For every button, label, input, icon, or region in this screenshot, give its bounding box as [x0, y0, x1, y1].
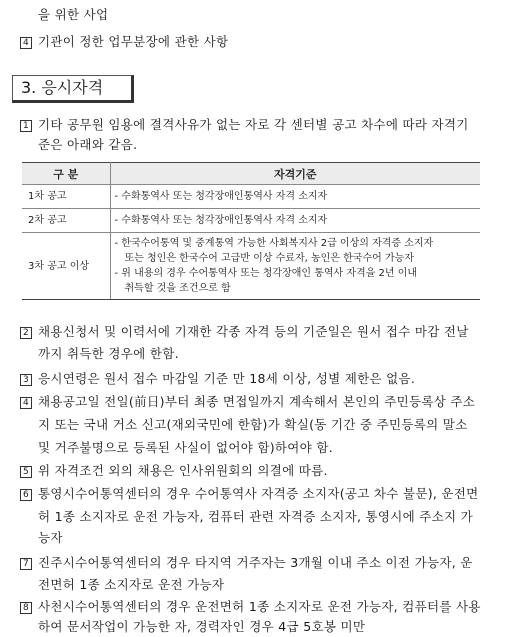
- intro-line-2: 4 기관이 정한 업무분장에 관한 사항: [20, 33, 228, 51]
- item-8-line-2: 하여 문서작업이 가능한 자, 경력자인 경우 4급 5호봉 미만: [38, 619, 366, 634]
- row-criteria: - 한국수어통역 및 중계통역 가능한 사회복지사 2급 이상의 자격증 소지자 또는 청인은 한국수어 고급반 이상 수료자, 농인은 한국수어 가능자 - 위 내용의 경우 수어통역사 또는 청각장애인 통역사 자격을 2년 이내 취득할 것을 조건으로 함: [110, 233, 480, 300]
- intro-line-1: 을 위한 사업: [38, 7, 109, 22]
- item-6-line-3: 능자: [38, 530, 63, 545]
- table-row: [22, 209, 480, 233]
- item-number-box: 8: [20, 602, 32, 614]
- table-row: [22, 233, 480, 300]
- header-division: 구 분: [22, 163, 110, 185]
- item-number-box: 4: [20, 397, 32, 409]
- item-4-line-2: 지 또는 국내 거소 신고(재외국민에 한함)가 확실(동 기간 중 주민등록의 말소: [38, 417, 468, 432]
- row-division: 1차 공고: [22, 185, 110, 209]
- item-7-line-2: 전면허 1종 소지자로 운전 가능자: [38, 577, 225, 592]
- item-8-line-1: 8 사천시수어통역센터의 경우 운전면허 1종 소지자로 운전 가능자, 컴퓨터를 사용: [20, 598, 481, 616]
- item-2-line-1: 2 채용신청서 및 이력서에 기재한 각종 자격 등의 기준일은 원서 접수 마감 전날: [20, 323, 469, 341]
- item-6-line-1: 6 통영시수어통역센터의 경우 수어통역사 자격증 소지자(공고 차수 불문), 운전면: [20, 485, 479, 503]
- item-6-line-2: 허 1종 소지자로 운전 가능자, 컴퓨터 관련 자격증 소지자, 통영시에 주소지 가: [38, 509, 474, 524]
- item-number-box: 7: [20, 558, 32, 570]
- item-1-line-1: 1 기타 공무원 임용에 결격사유가 없는 자로 각 센터별 공고 차수에 따라 자격기: [20, 116, 469, 134]
- item-5-line-1: 5 위 자격조건 외의 채용은 인사위원회의 의결에 따름.: [20, 462, 328, 480]
- table-row: [22, 185, 480, 209]
- item-number-box: 3: [20, 374, 32, 386]
- qualification-table: [22, 162, 480, 300]
- section-title: 3. 응시자격: [12, 75, 134, 103]
- item-number-box: 1: [20, 120, 32, 132]
- row-criteria: - 수화통역사 또는 청각장애인통역사 자격 소지자: [110, 209, 480, 233]
- item-7-line-1: 7 진주시수어통역센터의 경우 타지역 거주자는 3개월 이내 주소 이전 가능자, 운: [20, 554, 473, 572]
- item-4-line-1: 4 채용공고일 전일(前日)부터 최종 면접일까지 계속해서 본인의 주민등록상 주소: [20, 393, 475, 411]
- row-division: 2차 공고: [22, 209, 110, 233]
- table-header-row: [22, 163, 480, 185]
- header-criteria: 자격기준: [110, 163, 480, 185]
- item-number-box: 4: [20, 37, 32, 49]
- item-number-box: 2: [20, 327, 32, 339]
- row-division: 3차 공고 이상: [22, 233, 110, 300]
- item-number-box: 5: [20, 466, 32, 478]
- item-number-box: 6: [20, 489, 32, 501]
- row-criteria: - 수화통역사 또는 청각장애인통역사 자격 소지자: [110, 185, 480, 209]
- item-2-line-2: 까지 취득한 경우에 한함.: [38, 346, 179, 361]
- item-3-line-1: 3 응시연령은 원서 접수 마감일 기준 만 18세 이상, 성별 제한은 없음.: [20, 370, 415, 388]
- item-1-line-2: 준은 아래와 같음.: [38, 137, 138, 152]
- item-4-line-3: 및 거주불명으로 등록된 사실이 없어야 함)하여야 함.: [38, 440, 333, 455]
